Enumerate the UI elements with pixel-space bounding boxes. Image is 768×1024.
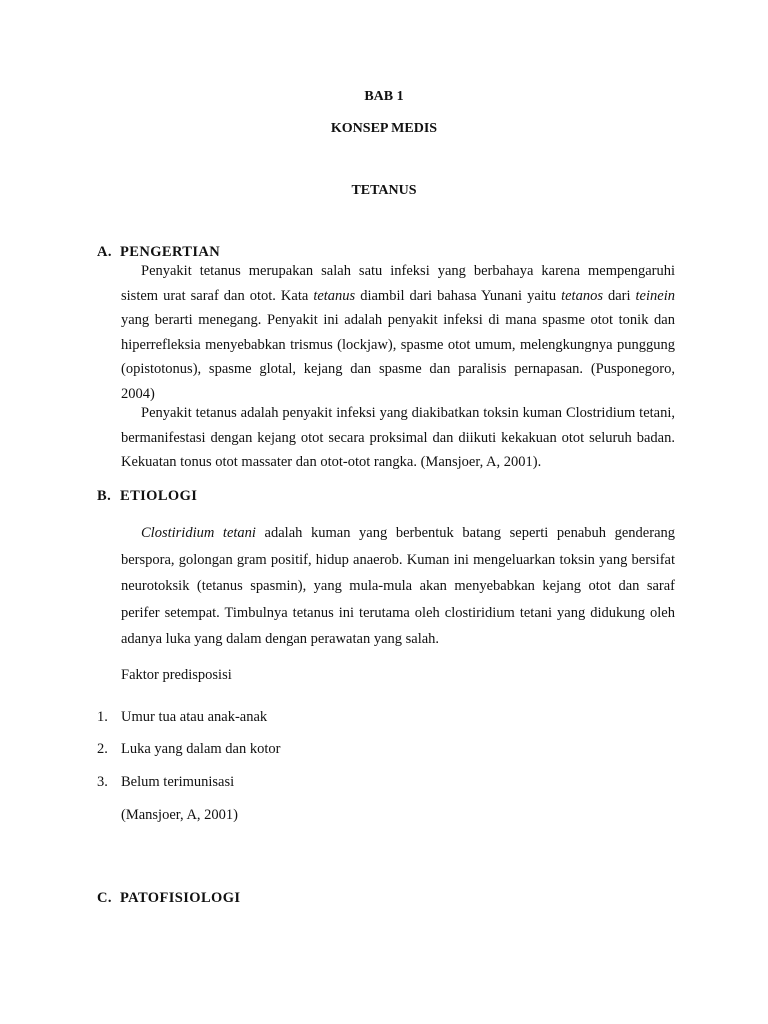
text-run: Penyakit tetanus merupakan salah satu infeksi yang berbahaya karena mempengaruhi sistem urat saraf dan otot. Kata (121, 263, 675, 304)
list-text: Belum terimunisasi (121, 774, 235, 790)
factor-label: Faktor predisposisi (121, 667, 232, 683)
list-item (97, 774, 234, 791)
text-run: Penyakit tetanus adalah penyakit infeksi yang diakibatkan toksin kuman Clostridium tetani, bermanifestasi dengan kejang otot secara proksimal dan diikuti kekakuan otot seluruh badan. Kekuatan tonus otot massater dan otot-otot rangka. (Mansjoer, A, 2001). (121, 405, 675, 470)
section-a-paragraph-1 (121, 259, 675, 406)
italic-term: Clostiridium tetani (141, 525, 256, 541)
section-c-title: PATOFISIOLOGI (120, 890, 241, 906)
section-c-heading (97, 890, 240, 907)
section-a-title: PENGERTIAN (120, 244, 221, 260)
list-number: 3. (97, 774, 108, 790)
list-item (97, 741, 280, 758)
section-b-title: ETIOLOGI (120, 488, 198, 504)
list-item (97, 709, 267, 726)
section-c-letter: C. (97, 890, 112, 906)
section-a-letter: A. (97, 244, 112, 260)
topic-title: TETANUS (351, 183, 417, 198)
list-text: Umur tua atau anak-anak (121, 709, 268, 725)
section-a-paragraph-2 (121, 401, 675, 475)
italic-term: tetanus (313, 287, 356, 304)
citation: (Mansjoer, A, 2001) (121, 807, 239, 823)
text-run: dari (602, 287, 636, 304)
italic-term: teinein (635, 287, 675, 304)
text-run: yang berarti menegang. Penyakit ini adalah penyakit infeksi di mana spasme otot tonik dan hiperrefleksia menyebabkan trismus (lockjaw), spasme otot umum, melengkungnya punggung (opistotonus), spasme glotal, kejang dan spasme dan paralisis pernapasan. (Pusponegoro, 2004) (121, 312, 675, 402)
section-b-paragraph-1 (121, 520, 675, 653)
chapter-title: BAB 1 (364, 89, 404, 104)
list-number: 2. (97, 741, 108, 757)
text-run: diambil dari bahasa Yunani yaitu (355, 287, 562, 304)
section-b-heading (97, 488, 197, 505)
list-number: 1. (97, 709, 108, 725)
section-b-letter: B. (97, 488, 112, 504)
italic-term: tetanos (561, 287, 603, 304)
list-text: Luka yang dalam dan kotor (121, 741, 281, 757)
chapter-subtitle: KONSEP MEDIS (330, 121, 438, 136)
text-run: adalah kuman yang berbentuk batang seperti penabuh genderang berspora, golongan gram positif, hidup anaerob. Kuman ini mengeluarkan toksin yang bersifat neurotoksik (tetanus spasmin), yang mula-mula akan menyebabkan kejang otot dan saraf perifer setempat. Timbulnya tetanus ini terutama oleh clostiridium tetani yang didukung oleh adanya luka yang dalam dengan perawatan yang salah. (121, 525, 676, 647)
